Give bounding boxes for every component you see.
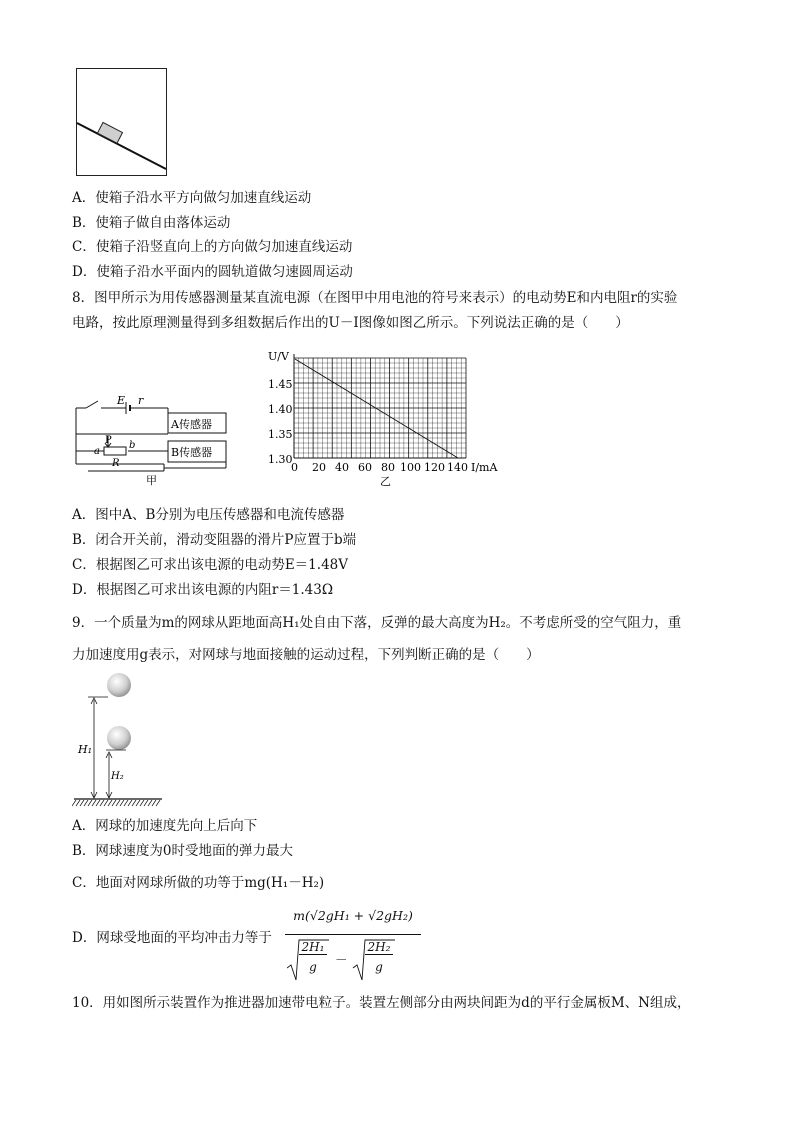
formula-den1-top: 2H₁ — [299, 940, 327, 955]
hatch-line — [80, 800, 84, 806]
xtick-40: 40 — [335, 461, 349, 474]
xtick-20: 20 — [312, 461, 326, 474]
circuit-label-p: P — [105, 435, 112, 446]
hatch-line — [124, 800, 128, 806]
xtick-100: 100 — [400, 461, 421, 474]
q8-option-a: A．图中A、B分别为电压传感器和电流传感器 — [72, 507, 345, 523]
graph-grid — [294, 358, 466, 458]
graph-xlabel: I/mA — [471, 461, 498, 474]
hatch-line — [116, 800, 120, 806]
formula-fraction-bar — [285, 934, 421, 935]
q8-option-c: C．根据图乙可求出该电源的电动势E＝1.48V — [72, 557, 348, 573]
xtick-60: 60 — [358, 461, 372, 474]
label-h2: H₂ — [111, 771, 124, 782]
hatch-line — [136, 800, 140, 806]
q9-ball-figure — [72, 670, 168, 810]
formula-den2-top: 2H₂ — [365, 940, 393, 955]
q8-stem-line1: 8．图甲所示为用传感器测量某直流电源（在图甲中用电池的符号来表示）的电动势E和内电阻r的实验 — [72, 290, 678, 306]
q7-option-d: D．使箱子沿水平面内的圆轨道做匀速圆周运动 — [72, 264, 353, 280]
formula-numerator: m(√2gH₁ + √2gH₂) — [293, 908, 413, 923]
sensor-a-label: A传感器 — [171, 418, 212, 431]
ytick-2: 1.40 — [268, 403, 293, 416]
label-h1: H₁ — [78, 743, 93, 756]
formula-den2-bottom: g — [375, 960, 383, 974]
circuit-label-b: b — [129, 440, 136, 451]
incline-box-figure — [76, 68, 168, 178]
q9-option-d-formula — [285, 908, 425, 986]
hatch-line — [156, 800, 160, 806]
sensor-b-label: B传感器 — [171, 446, 213, 459]
hatch-line — [84, 800, 88, 806]
q9-option-c: C．地面对网球所做的功等于mg(H₁－H₂) — [72, 875, 325, 891]
hatch-line — [92, 800, 96, 806]
hatch-line — [112, 800, 116, 806]
circuit-caption: 甲 — [146, 474, 157, 486]
hatch-line — [120, 800, 124, 806]
ground-hatch — [72, 800, 160, 806]
xtick-0: 0 — [291, 461, 298, 474]
hatch-line — [96, 800, 100, 806]
ytick-1: 1.45 — [268, 378, 293, 391]
formula-den1-bottom: g — [309, 960, 317, 974]
hatch-line — [144, 800, 148, 806]
ball-bounce — [107, 726, 131, 750]
xtick-80: 80 — [381, 461, 395, 474]
q9-option-d-prefix: D．网球受地面的平均冲击力等于 — [72, 930, 272, 946]
hatch-line — [148, 800, 152, 806]
hatch-line — [104, 800, 108, 806]
q8-stem-line2: 电路，按此原理测量得到多组数据后作出的U－I图像如图乙所示。下列说法正确的是（ ） — [72, 315, 629, 331]
q7-option-b: B．使箱子做自由落体运动 — [72, 215, 231, 231]
q7-option-c: C．使箱子沿竖直向上的方向做匀加速直线运动 — [72, 239, 353, 255]
circuit-label-r: r — [138, 394, 144, 407]
circuit-label-a: a — [94, 446, 100, 457]
q9-option-a: A．网球的加速度先向上后向下 — [72, 818, 258, 834]
ball-top — [107, 673, 131, 697]
q9-stem-line1: 9．一个质量为m的网球从距地面高H₁处自由下落，反弹的最大高度为H₂。不考虑所受的空气阻力，重 — [72, 615, 682, 631]
q10-stem: 10．用如图所示装置作为推进器加速带电粒子。装置左侧部分由两块间距为d的平行金属板M、N组成， — [72, 995, 691, 1011]
formula-minus: － — [335, 952, 348, 967]
hatch-line — [152, 800, 156, 806]
circuit-label-e: E — [117, 394, 126, 407]
hatch-line — [100, 800, 104, 806]
q8-option-d: D．根据图乙可求出该电源的内阻r＝1.43Ω — [72, 582, 334, 598]
xtick-120: 120 — [424, 461, 445, 474]
circuit-label-rheostat: R — [112, 458, 120, 469]
hatch-line — [140, 800, 144, 806]
ytick-3: 1.35 — [268, 428, 293, 441]
graph-caption: 乙 — [380, 475, 391, 486]
q9-option-b: B．网球速度为0时受地面的弹力最大 — [72, 843, 294, 859]
hatch-line — [76, 800, 80, 806]
hatch-line — [128, 800, 132, 806]
q8-circuit-diagram — [68, 388, 230, 486]
hatch-line — [108, 800, 112, 806]
ytick-4: 1.30 — [268, 453, 293, 466]
graph-ylabel: U/V — [268, 350, 289, 363]
hatch-line — [88, 800, 92, 806]
q8-ui-graph — [262, 346, 512, 486]
q8-option-b: B．闭合开关前，滑动变阻器的滑片P应置于b端 — [72, 532, 357, 548]
q7-option-a: A．使箱子沿水平方向做匀加速直线运动 — [72, 190, 312, 206]
hatch-line — [72, 800, 76, 806]
xtick-140: 140 — [447, 461, 468, 474]
hatch-line — [132, 800, 136, 806]
q9-stem-line2: 力加速度用g表示，对网球与地面接触的运动过程，下列判断正确的是（ ） — [72, 647, 540, 663]
formula-radicals — [287, 938, 407, 982]
